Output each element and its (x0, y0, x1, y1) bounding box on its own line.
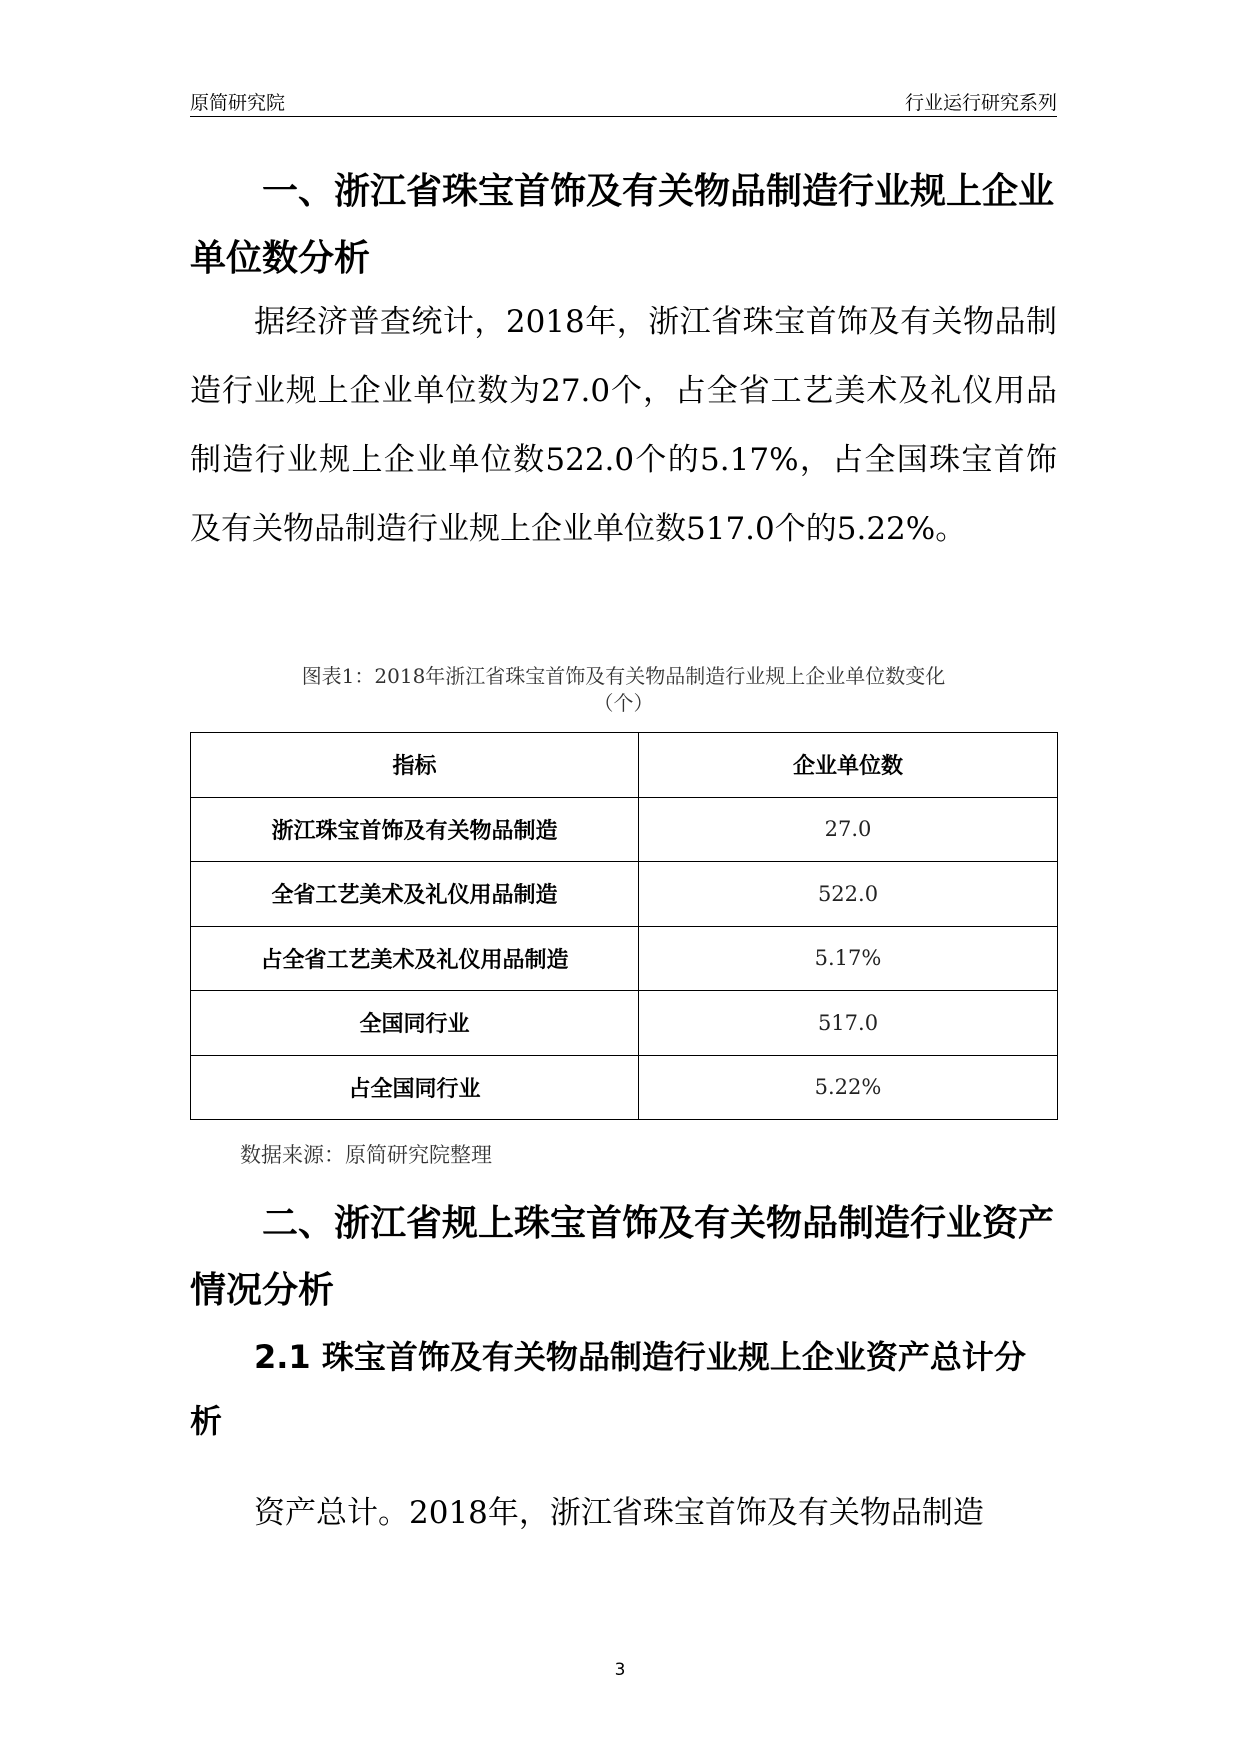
section1-heading: 一、浙江省珠宝首饰及有关物品制造行业规上企业单位数分析 (190, 171, 1055, 279)
column-header-unit-count: 企业单位数 (639, 733, 1058, 798)
table-header-row (191, 733, 1058, 798)
row-value: 522.0 (639, 862, 1058, 927)
page-number: 3 (614, 1660, 626, 1680)
section2-heading: 二、浙江省规上珠宝首饰及有关物品制造行业资产情况分析 (190, 1203, 1055, 1311)
table-row (191, 797, 1058, 862)
row-value: 517.0 (639, 991, 1058, 1056)
section2-1-subheading: 2.1 珠宝首饰及有关物品制造行业规上企业资产总计分析 (190, 1338, 1026, 1440)
row-label: 浙江珠宝首饰及有关物品制造 (191, 797, 639, 862)
figure-caption-title: 图表1：2018年浙江省珠宝首饰及有关物品制造行业规上企业单位数变化 (301, 664, 946, 688)
row-label: 占全省工艺美术及礼仪用品制造 (191, 926, 639, 991)
column-header-indicator: 指标 (191, 733, 639, 798)
figure-caption-unit: （个） (593, 691, 654, 715)
figure-caption (190, 663, 1057, 717)
table-row (191, 1055, 1058, 1120)
row-label: 全国同行业 (191, 991, 639, 1056)
table-row (191, 862, 1058, 927)
table-row (191, 926, 1058, 991)
header-org-name: 原简研究院 (190, 92, 286, 114)
row-value: 27.0 (639, 797, 1058, 862)
row-label: 全省工艺美术及礼仪用品制造 (191, 862, 639, 927)
data-source-note: 数据来源：原简研究院整理 (240, 1143, 492, 1167)
page-header (190, 84, 1057, 117)
section1-paragraph: 据经济普查统计，2018年，浙江省珠宝首饰及有关物品制造行业规上企业单位数为27.0个，占全省工艺美术及礼仪用品制造行业规上企业单位数522.0个的5.17%，占全国珠宝首饰及有关物品制造行业规上企业单位数517.0个的5.22%。 (190, 304, 1057, 547)
table-row (191, 991, 1058, 1056)
row-value: 5.17% (639, 926, 1058, 991)
header-series-name: 行业运行研究系列 (904, 92, 1057, 114)
section2-paragraph: 资产总计。2018年，浙江省珠宝首饰及有关物品制造 (254, 1495, 984, 1531)
data-table (190, 732, 1058, 1120)
row-value: 5.22% (639, 1055, 1058, 1120)
row-label: 占全国同行业 (191, 1055, 639, 1120)
